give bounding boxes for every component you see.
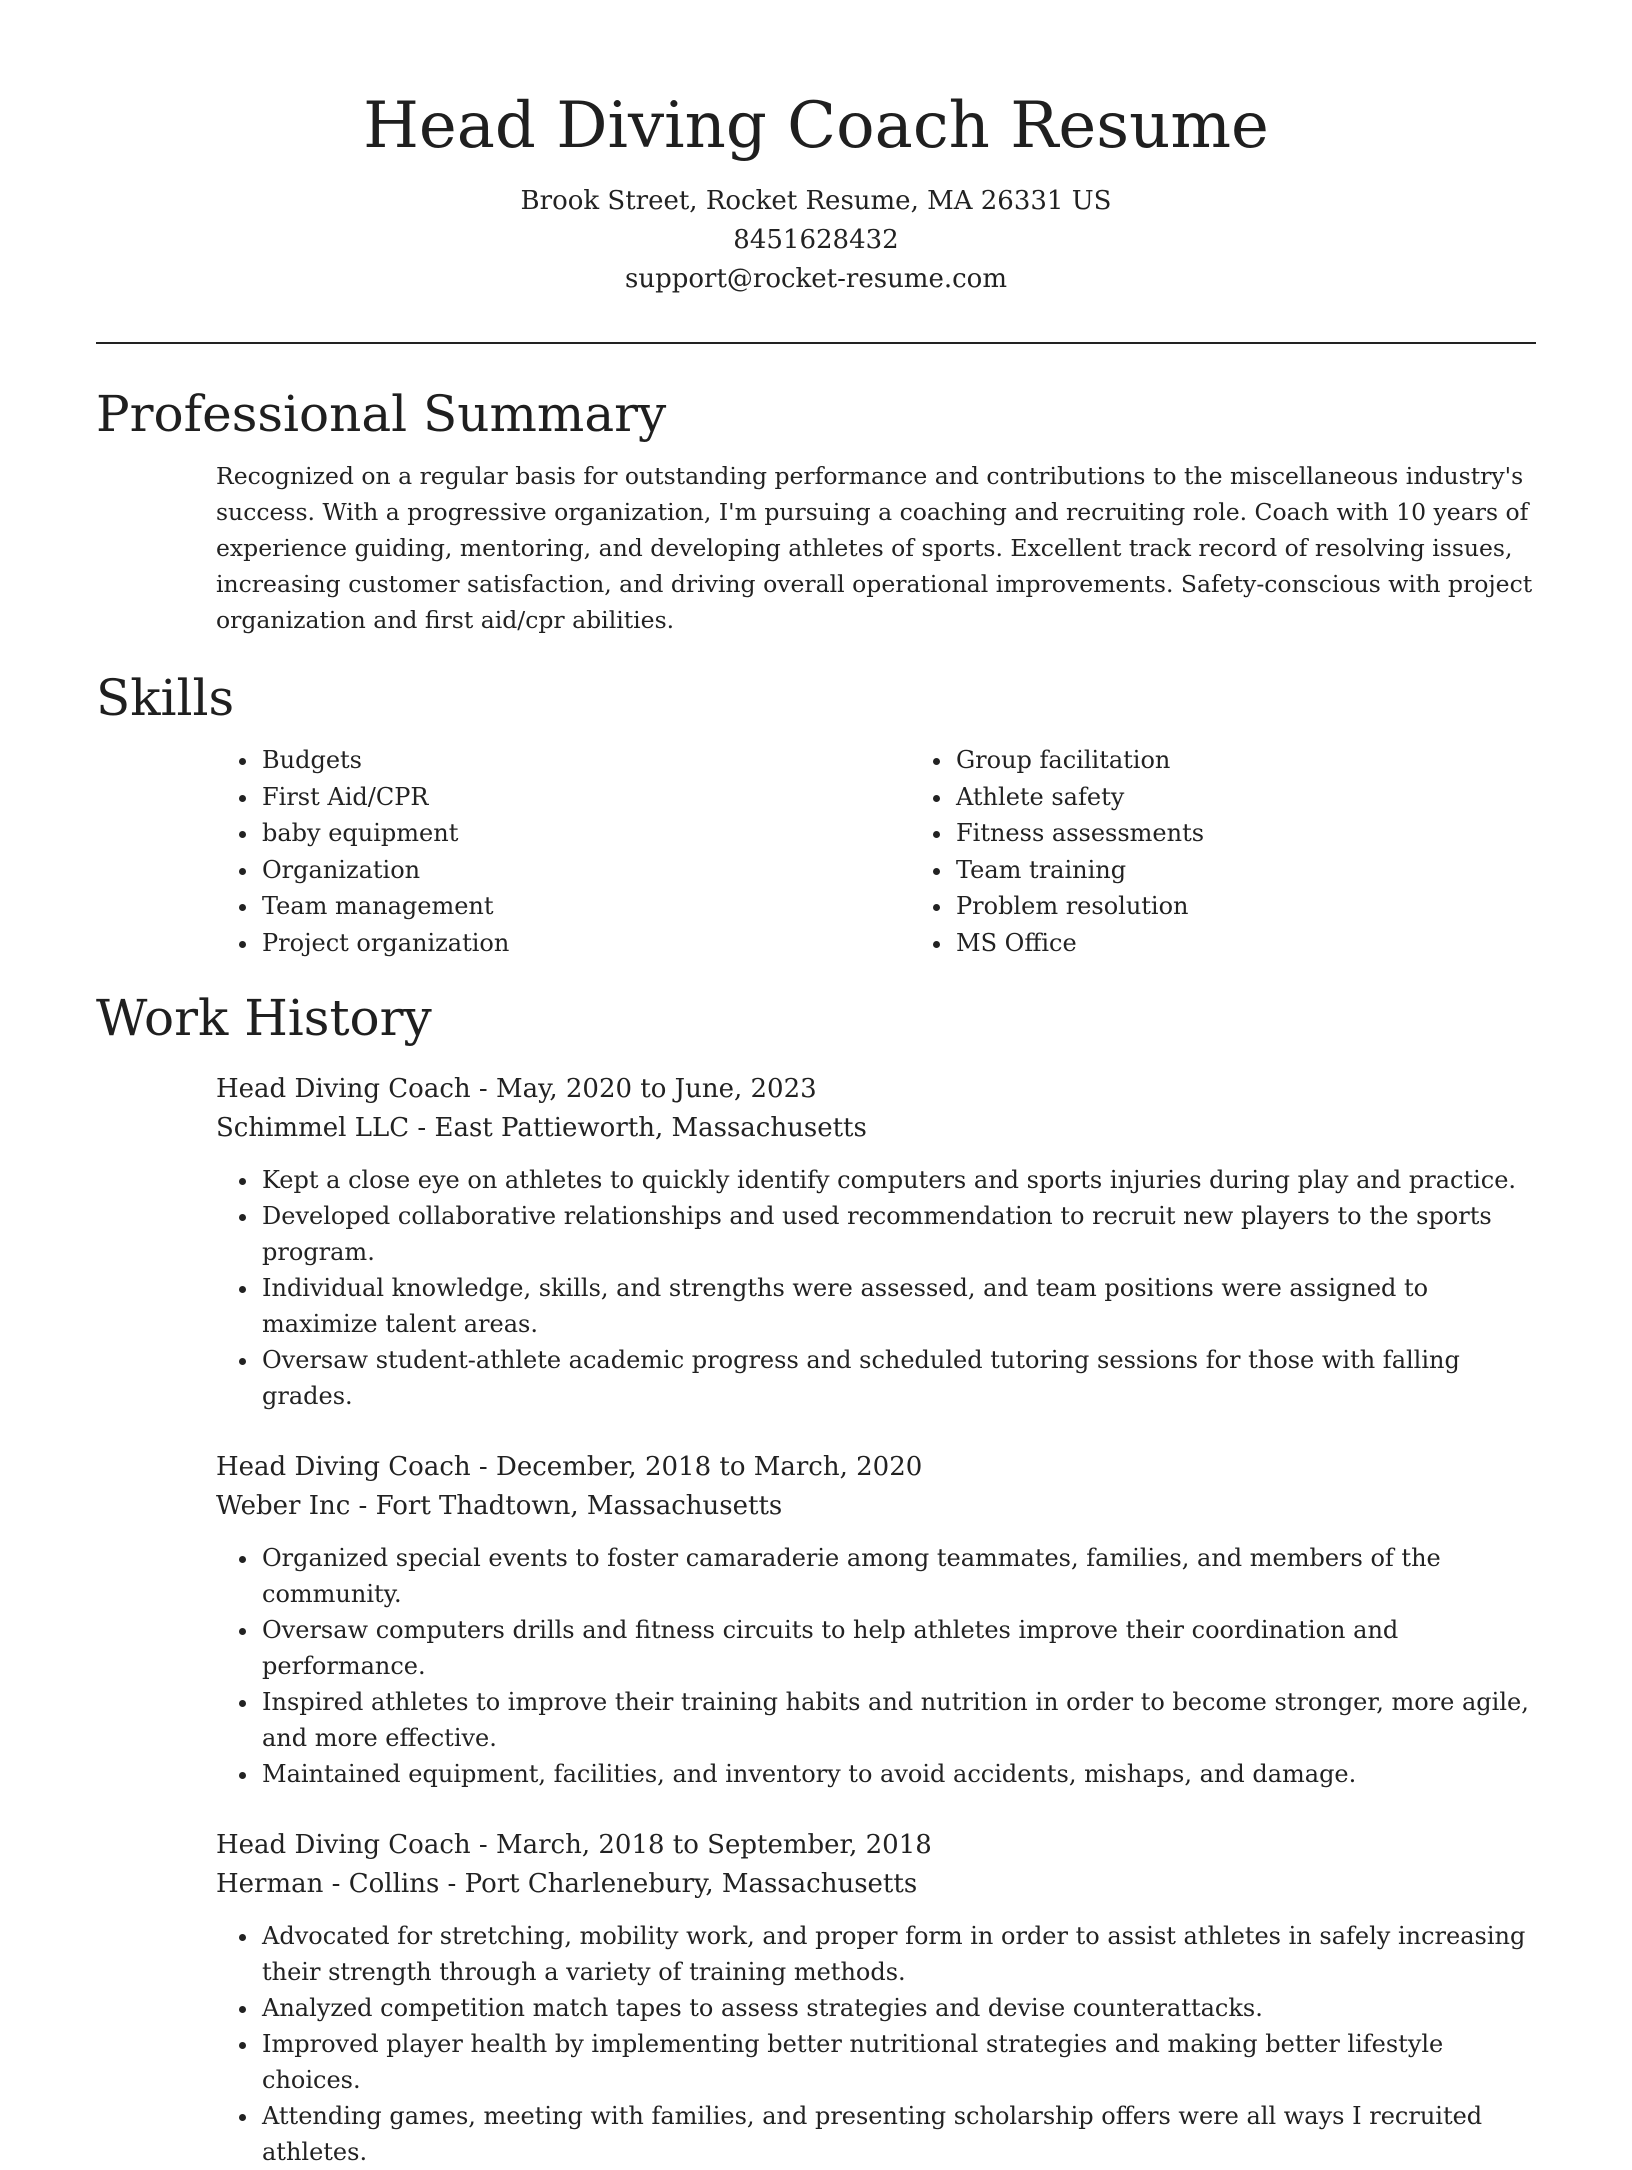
job-location: Port Charlenebury, Massachusetts <box>464 1869 918 1899</box>
skill-item: • baby equipment <box>260 815 910 852</box>
section-heading-skills: Skills <box>96 669 235 727</box>
job-title-line: Head Diving Coach - December, 2018 to March, 2020 <box>216 1452 923 1482</box>
job-bullet-list <box>216 1162 1536 1414</box>
skill-item: • First Aid/CPR <box>260 779 910 816</box>
summary-text: Recognized on a regular basis for outstanding performance and contributions to the miscellaneous industry's success. With a progressive organization, I'm pursuing a coaching and recruiting role. Coach with 10 years of experience guiding, mentoring, and developing athletes of sports. Excellent track record of resolving issues, increasing customer satisfaction, and driving overall operational improvements. Safety-conscious with project organization and first aid/cpr abilities. <box>216 462 1533 634</box>
job-bullet-list <box>216 1540 1536 1792</box>
job-bullet: • Kept a close eye on athletes to quickly identify computers and sports injuries during play and practice. <box>260 1162 1536 1198</box>
professional-summary-section <box>0 384 1632 638</box>
skill-item: • Budgets <box>260 742 910 779</box>
header-divider <box>96 342 1536 344</box>
job-bullet: • Oversaw computers drills and fitness circuits to help athletes improve their coordination and performance. <box>260 1612 1536 1684</box>
job-bullet: • Analyzed competition match tapes to assess strategies and devise counterattacks. <box>260 1990 1536 2026</box>
job-entry <box>216 1826 1536 2170</box>
job-bullet: • Oversaw student-athlete academic progress and scheduled tutoring sessions for those with falling grades. <box>260 1342 1536 1414</box>
job-bullet: • Individual knowledge, skills, and strengths were assessed, and team positions were assigned to maximize talent areas. <box>260 1270 1536 1342</box>
job-dates: March, 2018 to September, 2018 <box>495 1830 932 1860</box>
job-company: Herman - Collins <box>216 1869 440 1899</box>
job-bullet: • Maintained equipment, facilities, and inventory to avoid accidents, mishaps, and damage. <box>260 1756 1536 1792</box>
skill-item: • Organization <box>260 852 910 889</box>
skills-section <box>0 668 1632 961</box>
job-company-line: Schimmel LLC - East Pattieworth, Massachusetts <box>216 1113 867 1143</box>
job-company-line: Herman - Collins - Port Charlenebury, Massachusetts <box>216 1869 918 1899</box>
skills-list-right <box>910 742 1604 961</box>
job-bullet: • Improved player health by implementing better nutritional strategies and making better lifestyle choices. <box>260 2026 1536 2098</box>
job-entry <box>216 1070 1536 1414</box>
skill-item: • Team training <box>954 852 1604 889</box>
resume-title: Head Diving Coach Resume <box>363 89 1269 163</box>
job-bullet: • Inspired athletes to improve their training habits and nutrition in order to become stronger, more agile, and more effective. <box>260 1684 1536 1756</box>
job-title: Head Diving Coach <box>216 1830 471 1860</box>
contact-phone: 8451628432 <box>733 225 899 255</box>
skills-list-left <box>216 742 910 961</box>
job-title: Head Diving Coach <box>216 1452 471 1482</box>
job-entry <box>216 1448 1536 1792</box>
skill-item: • MS Office <box>954 925 1604 962</box>
skill-item: • Group facilitation <box>954 742 1604 779</box>
skill-item: • Problem resolution <box>954 888 1604 925</box>
skills-columns <box>216 742 1632 961</box>
job-bullet: • Attending games, meeting with families, and presenting scholarship offers were all ways I recruited athletes. <box>260 2098 1536 2170</box>
resume-header <box>0 0 1632 299</box>
skill-item: • Athlete safety <box>954 779 1604 816</box>
job-title-line: Head Diving Coach - May, 2020 to June, 2023 <box>216 1074 817 1104</box>
job-company: Schimmel LLC <box>216 1113 410 1143</box>
job-dates: May, 2020 to June, 2023 <box>495 1074 817 1104</box>
work-history-section <box>0 988 1632 2170</box>
job-company: Weber Inc <box>216 1491 351 1521</box>
job-dates: December, 2018 to March, 2020 <box>495 1452 923 1482</box>
job-location: East Pattieworth, Massachusetts <box>434 1113 867 1143</box>
contact-block <box>0 182 1632 299</box>
job-bullet: • Organized special events to foster camaraderie among teammates, families, and members of the community. <box>260 1540 1536 1612</box>
skill-item: • Project organization <box>260 925 910 962</box>
job-title-line: Head Diving Coach - March, 2018 to September, 2018 <box>216 1830 932 1860</box>
job-company-line: Weber Inc - Fort Thadtown, Massachusetts <box>216 1491 783 1521</box>
job-title: Head Diving Coach <box>216 1074 471 1104</box>
job-bullet-list <box>216 1918 1536 2170</box>
contact-address: Brook Street, Rocket Resume, MA 26331 US <box>520 186 1112 216</box>
job-bullet: • Advocated for stretching, mobility work, and proper form in order to assist athletes in safely increasing their strength through a variety of training methods. <box>260 1918 1536 1990</box>
contact-email: support@rocket-resume.com <box>624 264 1007 294</box>
skill-item: • Team management <box>260 888 910 925</box>
job-location: Fort Thadtown, Massachusetts <box>375 1491 783 1521</box>
skill-item: • Fitness assessments <box>954 815 1604 852</box>
section-heading-work-history: Work History <box>96 989 432 1047</box>
job-bullet: • Developed collaborative relationships and used recommendation to recruit new players to the sports program. <box>260 1198 1536 1270</box>
section-heading-summary: Professional Summary <box>96 385 667 443</box>
